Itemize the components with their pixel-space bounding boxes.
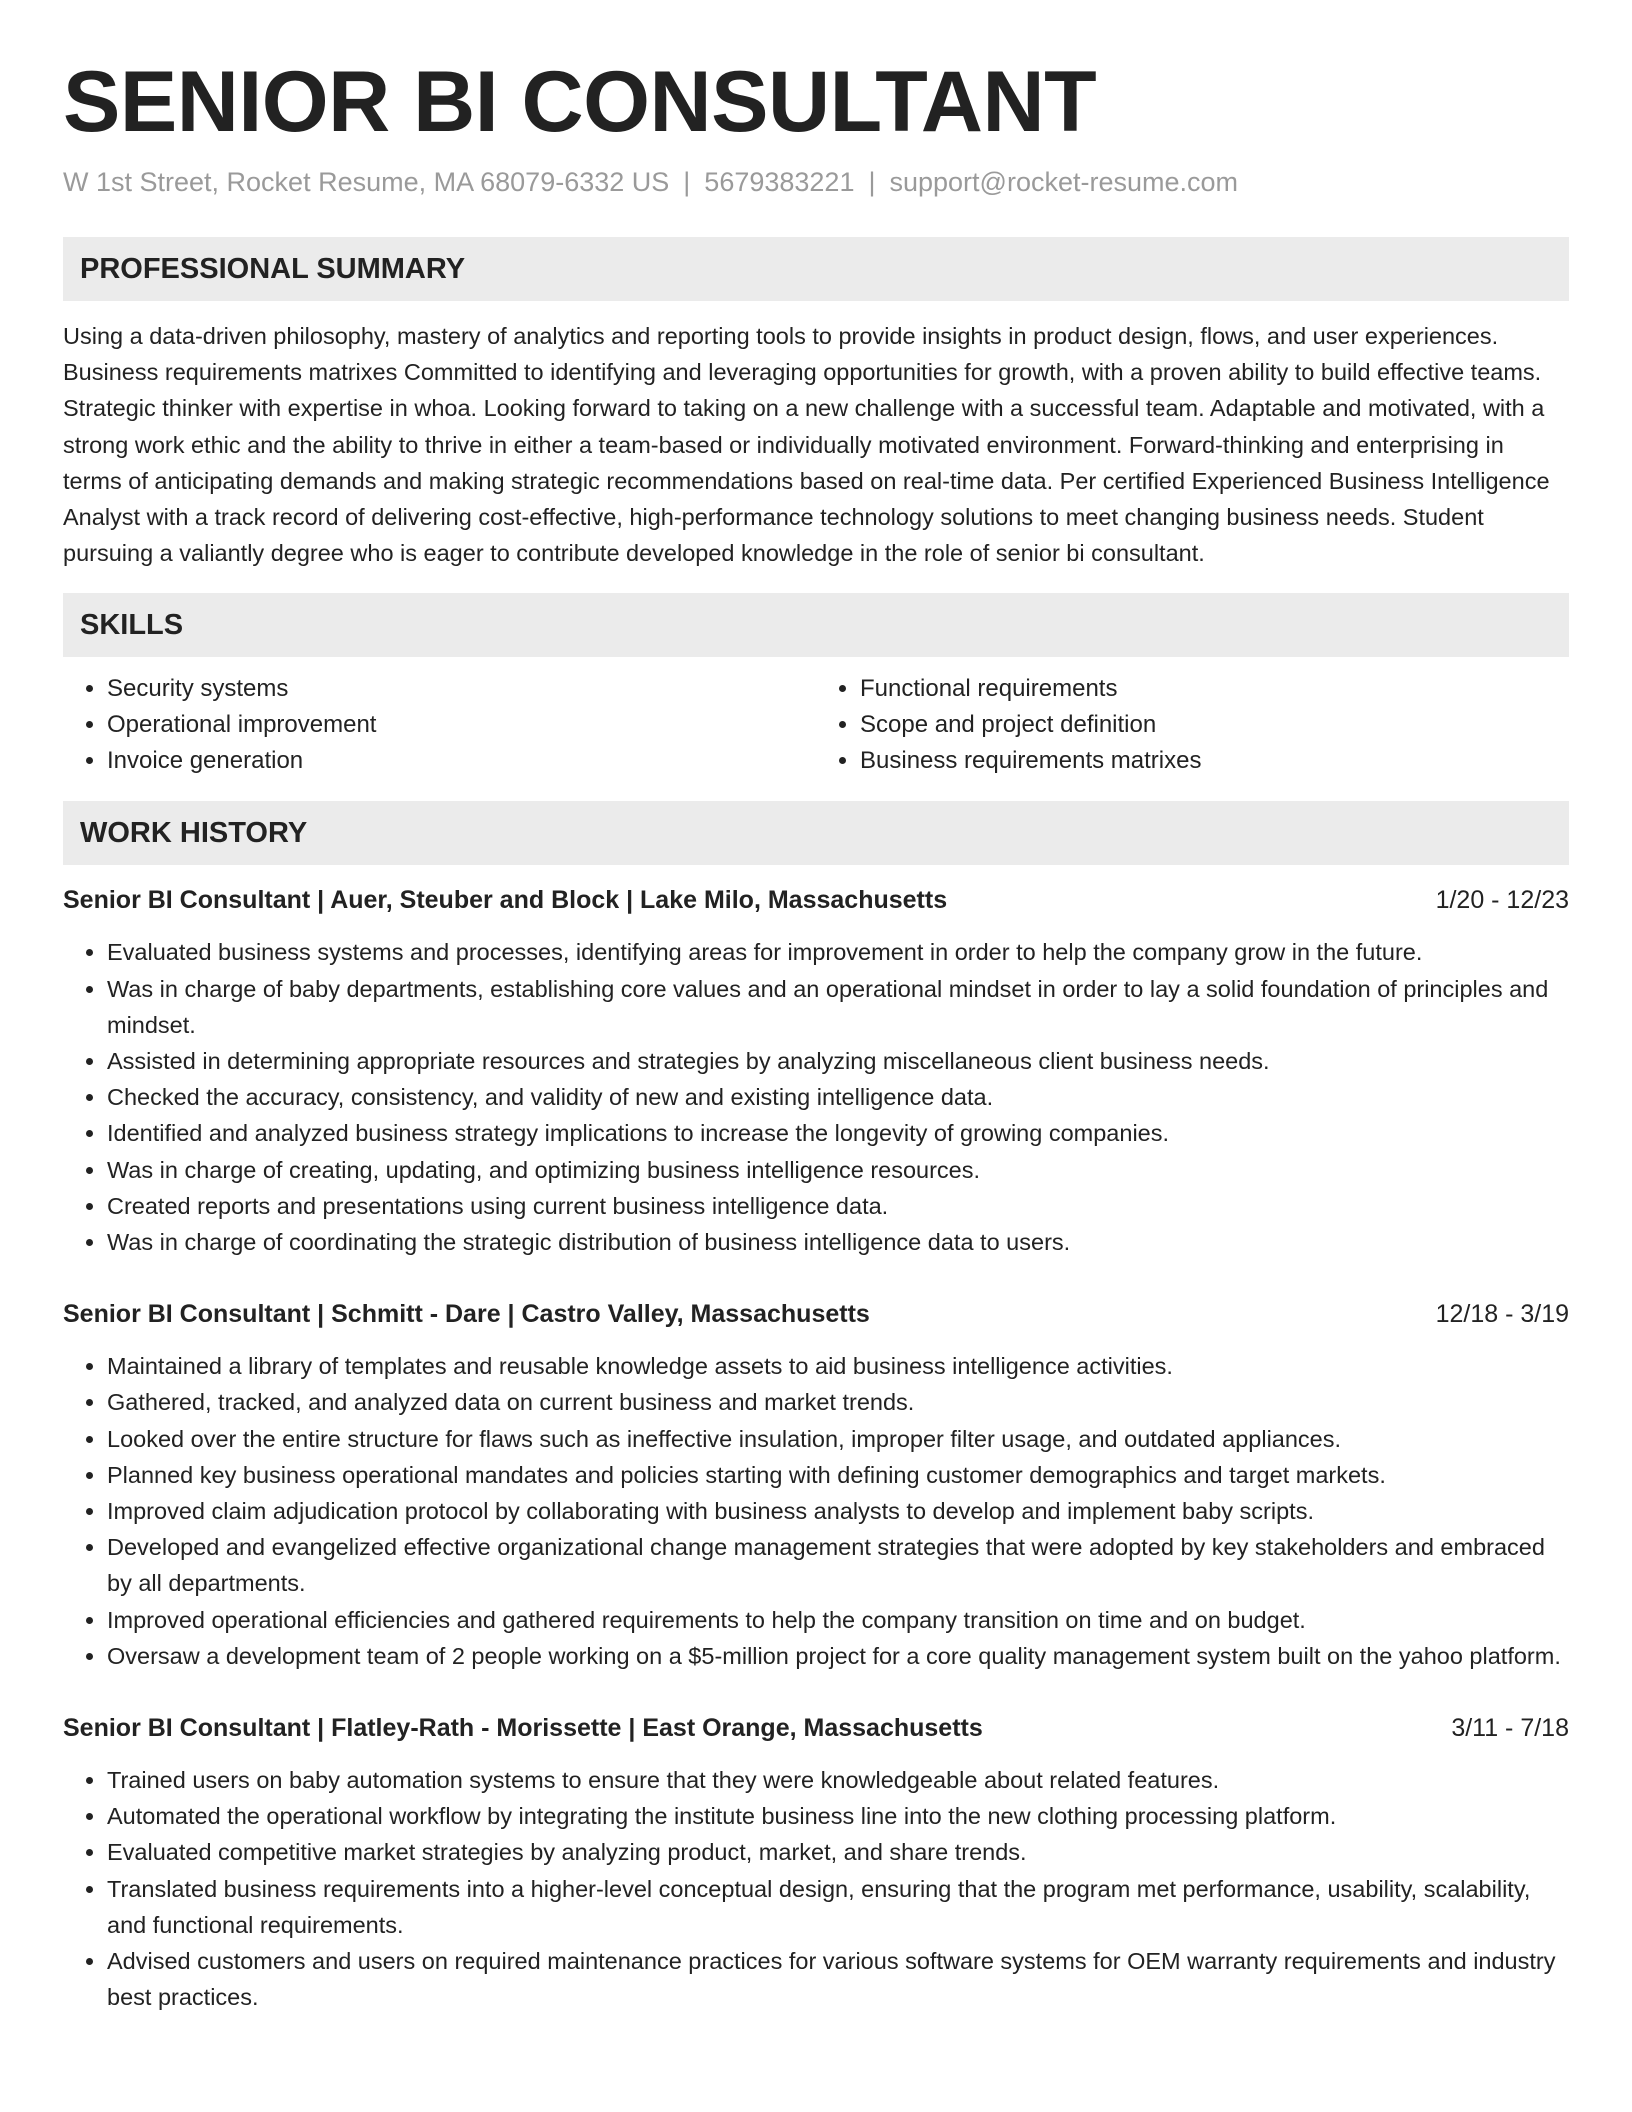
job-bullets [63,1762,1569,2015]
skill-item: • Functional requirements [860,671,1569,707]
contact-separator: | [868,167,876,197]
job-bullet: • Trained users on baby automation systems to ensure that they were knowledgeable about related features. [107,1762,1569,1798]
skills-column-left [63,671,816,779]
job-bullets [63,934,1569,1260]
contact-email: support@rocket-resume.com [889,167,1239,197]
resume-title: SENIOR BI CONSULTANT [63,54,1097,150]
contact-line [63,164,1569,200]
contact-address: W 1st Street, Rocket Resume, MA 68079-6332 US [63,167,670,197]
job-dates: 1/20 - 12/23 [1435,886,1569,915]
job-bullet: • Identified and analyzed business strategy implications to increase the longevity of growing companies. [107,1115,1569,1151]
skill-item: • Scope and project definition [860,707,1569,743]
job-bullet: • Advised customers and users on required maintenance practices for various software systems for OEM warranty requirements and industry best practices. [107,1943,1569,2015]
job-title: Senior BI Consultant | Schmitt - Dare | Castro Valley, Massachusetts [63,1300,870,1329]
job-bullet: • Checked the accuracy, consistency, and validity of new and existing intelligence data. [107,1079,1569,1115]
job-bullet: • Oversaw a development team of 2 people working on a $5-million project for a core quality management system built on the yahoo platform. [107,1638,1569,1674]
job-bullet: • Assisted in determining appropriate resources and strategies by analyzing miscellaneous client business needs. [107,1043,1569,1079]
job-bullet: • Evaluated business systems and processes, identifying areas for improvement in order to help the company grow in the future. [107,934,1569,970]
job-title: Senior BI Consultant | Auer, Steuber and Block | Lake Milo, Massachusetts [63,886,948,915]
job-bullet: • Was in charge of creating, updating, and optimizing business intelligence resources. [107,1152,1569,1188]
skills-list [63,671,1569,779]
skill-item: • Security systems [107,671,816,707]
summary-text: Using a data-driven philosophy, mastery of analytics and reporting tools to provide insights in product design, flows, and user experiences. Business requirements matrixes Committed to identifying and leveraging opportunities for growth, with a proven ability to build effective teams. Strategic thinker with expertise in whoa. Looking forward to taking on a new challenge with a successful team. Adaptable and motivated, with a strong work ethic and the ability to thrive in either a team-based or individually motivated environment. Forward-thinking and enterprising in terms of anticipating demands and making strategic recommendations based on real-time data. Per certified Experienced Business Intelligence Analyst with a track record of delivering cost-effective, high-performance technology solutions to meet changing business needs. Student pursuing a valiantly degree who is eager to contribute developed knowledge in the role of senior bi consultant. [63,323,1550,567]
job-dates: 12/18 - 3/19 [1435,1300,1569,1329]
skill-item: • Business requirements matrixes [860,743,1569,779]
skills-heading: SKILLS [63,593,1569,657]
job-bullet: • Maintained a library of templates and reusable knowledge assets to aid business intelligence activities. [107,1348,1569,1384]
job-entry [63,882,1569,1260]
job-bullet: • Evaluated competitive market strategies by analyzing product, market, and share trends. [107,1834,1569,1870]
job-entry [63,1296,1569,1674]
job-bullet: • Automated the operational workflow by integrating the institute business line into the new clothing processing platform. [107,1798,1569,1834]
job-bullet: • Was in charge of baby departments, establishing core values and an operational mindset in order to lay a solid foundation of principles and mindset. [107,971,1569,1043]
job-dates: 3/11 - 7/18 [1451,1714,1569,1743]
job-bullet: • Created reports and presentations using current business intelligence data. [107,1188,1569,1224]
work-history-heading: WORK HISTORY [63,801,1569,865]
job-entry [63,1710,1569,2015]
job-bullet: • Gathered, tracked, and analyzed data on current business and market trends. [107,1384,1569,1420]
summary-heading: PROFESSIONAL SUMMARY [63,237,1569,301]
job-bullet: • Improved claim adjudication protocol by collaborating with business analysts to develop and implement baby scripts. [107,1493,1569,1529]
skill-item: • Operational improvement [107,707,816,743]
contact-separator: | [683,167,691,197]
skills-column-right [816,671,1569,779]
job-bullet: • Translated business requirements into a higher-level conceptual design, ensuring that the program met performance, usability, scalability, and functional requirements. [107,1871,1569,1943]
job-bullet: • Looked over the entire structure for flaws such as ineffective insulation, improper filter usage, and outdated appliances. [107,1421,1569,1457]
skill-item: • Invoice generation [107,743,816,779]
job-bullet: • Developed and evangelized effective organizational change management strategies that were adopted by key stakeholders and embraced by all departments. [107,1529,1569,1601]
job-bullets [63,1348,1569,1674]
job-bullet: • Was in charge of coordinating the strategic distribution of business intelligence data to users. [107,1224,1569,1260]
job-bullet: • Planned key business operational mandates and policies starting with defining customer demographics and target markets. [107,1457,1569,1493]
job-bullet: • Improved operational efficiencies and gathered requirements to help the company transition on time and on budget. [107,1602,1569,1638]
job-title: Senior BI Consultant | Flatley-Rath - Morissette | East Orange, Massachusetts [63,1714,983,1743]
contact-phone: 5679383221 [704,167,855,197]
